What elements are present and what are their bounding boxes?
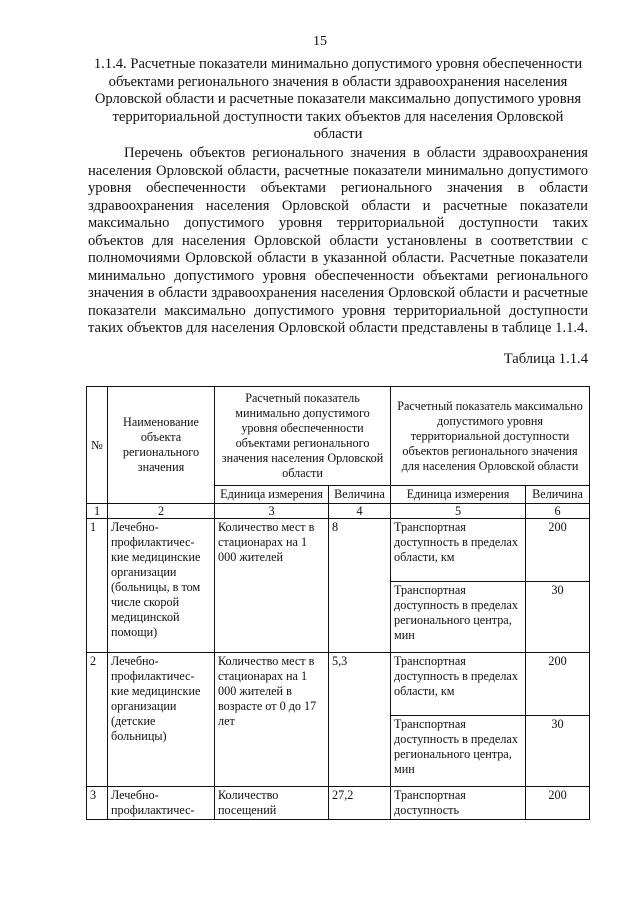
table-row [87,787,590,820]
access-unit: Транспортная доступность в пределах области, км [391,653,526,716]
header-max-unit: Единица измерения [391,486,526,504]
row-number: 1 [87,519,108,653]
row-number: 3 [87,787,108,820]
body-paragraph: Перечень объектов регионального значения в области здравоохранения населения Орловской области, расчетные показатели минимально допустимого уровня обеспеченности объектами регионального значения в области здравоохранения населения Орловской области и расчетные показатели максимально допустимого уровня территориальной доступности таких объектов для населения Орловской области установлены в соответствии с полномочиями Орловской области в указанной области. Расчетные показатели минимально допустимого уровня обеспеченности объектами регионального значения в области здравоохранения населения Орловской области и расчетные показатели максимально допустимого уровня территориальной доступности таких объектов для населения Орловской области представлены в таблице 1.1.4. [88,145,588,336]
col-number: 3 [215,504,329,519]
indicators-table [86,386,590,820]
min-unit: Количество мест в стационарах на 1 000 жителей [215,519,329,653]
access-value: 30 [526,582,590,653]
access-value: 30 [526,716,590,787]
header-max-value: Величина [526,486,590,504]
header-max-group: Расчетный показатель максимально допустимого уровня территориальной доступности объектов регионального значения для населения Орловской области [391,387,590,486]
col-number: 4 [329,504,391,519]
col-number: 1 [87,504,108,519]
header-min-value: Величина [329,486,391,504]
col-number: 6 [526,504,590,519]
min-unit: Количество мест в стационарах на 1 000 жителей в возрасте от 0 до 17 лет [215,653,329,787]
header-num: № [87,387,108,504]
access-unit: Транспортная доступность в пределах регионального центра, мин [391,582,526,653]
access-value: 200 [526,787,590,820]
col-number: 5 [391,504,526,519]
table-caption: Таблица 1.1.4 [503,351,588,367]
header-object-name: Наименование объекта регионального значения [108,387,215,504]
access-value: 200 [526,653,590,716]
access-unit: Транспортная доступность [391,787,526,820]
access-unit: Транспортная доступность в пределах области, км [391,519,526,582]
section-heading: 1.1.4. Расчетные показатели минимально допустимого уровня обеспеченности объектами регионального значения в области здравоохранения населения Орловской области и расчетные показатели максимально допустимого уровня территориальной доступности таких объектов для населения Орловской области [93,56,583,142]
access-value: 200 [526,519,590,582]
min-value: 5,3 [329,653,391,787]
page-number: 15 [313,34,327,49]
access-unit: Транспортная доступность в пределах регионального центра, мин [391,716,526,787]
object-name: Лечебно-профилактичес-кие медицинские организации (больницы, в том числе скорой медицинской помощи) [108,519,215,653]
table-row [87,653,590,716]
col-number: 2 [108,504,215,519]
column-numbers-row [87,504,590,519]
object-name: Лечебно-профилактичес- [108,787,215,820]
table-row [87,519,590,582]
min-unit: Количество посещений [215,787,329,820]
header-min-unit: Единица измерения [215,486,329,504]
header-min-group: Расчетный показатель минимально допустимого уровня обеспеченности объектами регионального значения населения Орловской области [215,387,391,486]
row-number: 2 [87,653,108,787]
min-value: 8 [329,519,391,653]
min-value: 27,2 [329,787,391,820]
header-row-top [87,387,590,486]
object-name: Лечебно-профилактичес-кие медицинские организации (детские больницы) [108,653,215,787]
